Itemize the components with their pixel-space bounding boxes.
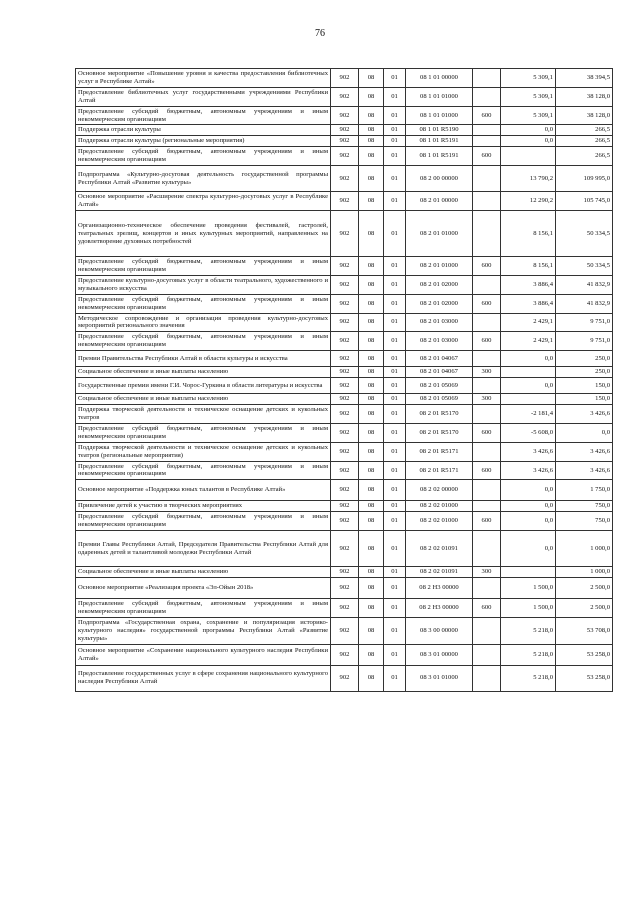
cell-pr: 01 (384, 423, 406, 442)
cell-grbs: 902 (331, 147, 359, 166)
cell-name: Предоставление культурно-досуговых услуг в области театрального, художественного и музыкального искусства (76, 275, 331, 294)
table-row (76, 461, 613, 480)
table-row (76, 378, 613, 394)
table-row (76, 442, 613, 461)
cell-pr: 01 (384, 69, 406, 88)
cell-grbs: 902 (331, 461, 359, 480)
cell-amount-2: 3 426,6 (556, 442, 613, 461)
table-row (76, 480, 613, 501)
cell-vr: 300 (473, 394, 501, 405)
cell-amount-1 (501, 394, 556, 405)
table-row (76, 294, 613, 313)
cell-csr: 08 2 01 R5170 (406, 405, 473, 424)
cell-pr: 01 (384, 405, 406, 424)
cell-amount-2: 3 426,6 (556, 405, 613, 424)
cell-vr: 600 (473, 257, 501, 276)
cell-csr: 08 3 00 00000 (406, 618, 473, 645)
cell-pr: 01 (384, 136, 406, 147)
cell-amount-1 (501, 567, 556, 578)
cell-vr (473, 313, 501, 332)
cell-rz: 08 (359, 136, 384, 147)
cell-csr: 08 2 02 01091 (406, 567, 473, 578)
cell-grbs: 902 (331, 423, 359, 442)
cell-amount-1: 5 218,0 (501, 644, 556, 665)
cell-grbs: 902 (331, 644, 359, 665)
cell-csr: 08 2 01 01000 (406, 257, 473, 276)
cell-amount-2: 53 258,0 (556, 665, 613, 691)
cell-pr: 01 (384, 87, 406, 106)
table-row (76, 618, 613, 645)
cell-grbs: 902 (331, 332, 359, 351)
table-row (76, 69, 613, 88)
cell-rz: 08 (359, 644, 384, 665)
cell-rz: 08 (359, 313, 384, 332)
cell-name: Поддержка творческой деятельности и техническое оснащение детских и кукольных театров (региональные мероприятия) (76, 442, 331, 461)
table-row (76, 106, 613, 125)
cell-csr: 08 2 Н3 00000 (406, 578, 473, 599)
cell-vr: 600 (473, 147, 501, 166)
cell-grbs: 902 (331, 599, 359, 618)
cell-rz: 08 (359, 378, 384, 394)
cell-csr: 08 2 01 00000 (406, 192, 473, 211)
cell-pr: 01 (384, 166, 406, 192)
cell-name: Подпрограмма «Государственная охрана, сохранение и популяризация историко-культурного наследия» государственной программы Республики Алтай «Развитие культуры» (76, 618, 331, 645)
cell-name: Социальное обеспечение и иные выплаты населению (76, 394, 331, 405)
cell-pr: 01 (384, 578, 406, 599)
table-row (76, 599, 613, 618)
cell-name: Поддержка отрасли культуры (региональные мероприятия) (76, 136, 331, 147)
cell-vr: 600 (473, 512, 501, 531)
cell-pr: 01 (384, 480, 406, 501)
cell-csr: 08 2 01 05069 (406, 394, 473, 405)
cell-amount-1: 2 429,1 (501, 313, 556, 332)
cell-rz: 08 (359, 87, 384, 106)
cell-pr: 01 (384, 618, 406, 645)
cell-grbs: 902 (331, 501, 359, 512)
cell-vr (473, 378, 501, 394)
cell-name: Государственные премии имени Г.И. Чорос-Гуркина в области литературы и искусства (76, 378, 331, 394)
cell-pr: 01 (384, 275, 406, 294)
cell-pr: 01 (384, 147, 406, 166)
cell-csr: 08 2 02 01091 (406, 531, 473, 567)
cell-rz: 08 (359, 567, 384, 578)
cell-amount-2: 250,0 (556, 351, 613, 367)
cell-rz: 08 (359, 257, 384, 276)
cell-grbs: 902 (331, 87, 359, 106)
cell-grbs: 902 (331, 405, 359, 424)
cell-grbs: 902 (331, 480, 359, 501)
table-row (76, 423, 613, 442)
cell-name: Подпрограмма «Культурно-досуговая деятельность государственной программы Республики Алтай «Развитие культуры» (76, 166, 331, 192)
cell-amount-2: 50 334,5 (556, 211, 613, 257)
table-row (76, 147, 613, 166)
cell-csr: 08 3 01 01000 (406, 665, 473, 691)
cell-rz: 08 (359, 423, 384, 442)
cell-rz: 08 (359, 367, 384, 378)
cell-name: Поддержка творческой деятельности и техническое оснащение детских и кукольных театров (76, 405, 331, 424)
cell-grbs: 902 (331, 578, 359, 599)
cell-csr: 08 2 02 01000 (406, 501, 473, 512)
cell-amount-2: 150,0 (556, 378, 613, 394)
cell-name: Предоставление государственных услуг в сфере сохранения национального культурного наследия Республики Алтай (76, 665, 331, 691)
cell-rz: 08 (359, 665, 384, 691)
cell-grbs: 902 (331, 512, 359, 531)
cell-name: Поддержка отрасли культуры (76, 125, 331, 136)
cell-amount-1: 5 218,0 (501, 665, 556, 691)
cell-rz: 08 (359, 512, 384, 531)
cell-csr: 08 2 01 R5171 (406, 461, 473, 480)
cell-rz: 08 (359, 192, 384, 211)
cell-name: Организационно-техническое обеспечение проведения фестивалей, гастролей, театральных зрелищ, концертов и иных культурных мероприятий, направленных на удовлетворение духовных потребностей (76, 211, 331, 257)
cell-amount-1: 8 156,1 (501, 257, 556, 276)
cell-vr (473, 136, 501, 147)
cell-name: Основное мероприятие «Повышение уровня и качества предоставления библиотечных услуг в Республике Алтай» (76, 69, 331, 88)
cell-csr: 08 1 01 R5191 (406, 147, 473, 166)
cell-amount-2: 38 394,5 (556, 69, 613, 88)
cell-amount-1: 0,0 (501, 501, 556, 512)
cell-grbs: 902 (331, 367, 359, 378)
cell-amount-1: 5 309,1 (501, 69, 556, 88)
table-row (76, 531, 613, 567)
cell-grbs: 902 (331, 618, 359, 645)
cell-amount-1: 1 500,0 (501, 599, 556, 618)
cell-amount-2: 750,0 (556, 512, 613, 531)
cell-csr: 08 2 01 02000 (406, 275, 473, 294)
cell-amount-1: 12 290,2 (501, 192, 556, 211)
table-row (76, 501, 613, 512)
cell-vr (473, 166, 501, 192)
cell-vr: 600 (473, 332, 501, 351)
cell-rz: 08 (359, 442, 384, 461)
cell-csr: 08 2 01 05069 (406, 378, 473, 394)
cell-csr: 08 2 01 R5171 (406, 442, 473, 461)
table-row (76, 275, 613, 294)
table-row (76, 87, 613, 106)
table-row (76, 211, 613, 257)
cell-amount-1: 0,0 (501, 351, 556, 367)
cell-amount-2: 3 426,6 (556, 461, 613, 480)
cell-vr (473, 578, 501, 599)
cell-name: Предоставление субсидий бюджетным, автономным учреждениям и иным некоммерческим организациям (76, 294, 331, 313)
cell-grbs: 902 (331, 136, 359, 147)
budget-table (75, 68, 613, 692)
cell-vr (473, 87, 501, 106)
cell-name: Предоставление субсидий бюджетным, автономным учреждениям и иным некоммерческим организациям (76, 257, 331, 276)
cell-name: Методическое сопровождение и организация проведения культурно-досуговых мероприятий регионального значения (76, 313, 331, 332)
cell-vr: 600 (473, 461, 501, 480)
cell-amount-1: 5 218,0 (501, 618, 556, 645)
cell-rz: 08 (359, 106, 384, 125)
cell-amount-1: 3 886,4 (501, 275, 556, 294)
cell-rz: 08 (359, 211, 384, 257)
cell-vr (473, 69, 501, 88)
cell-amount-2: 266,5 (556, 125, 613, 136)
cell-grbs: 902 (331, 211, 359, 257)
cell-pr: 01 (384, 106, 406, 125)
table-row (76, 405, 613, 424)
cell-grbs: 902 (331, 125, 359, 136)
cell-name: Предоставление субсидий бюджетным, автономным учреждениям и иным некоммерческим организациям (76, 512, 331, 531)
table-row (76, 125, 613, 136)
cell-amount-2: 0,0 (556, 423, 613, 442)
cell-pr: 01 (384, 257, 406, 276)
table-row (76, 665, 613, 691)
cell-csr: 08 2 01 01000 (406, 211, 473, 257)
cell-name: Социальное обеспечение и иные выплаты населению (76, 367, 331, 378)
cell-vr (473, 442, 501, 461)
cell-amount-2: 150,0 (556, 394, 613, 405)
cell-vr (473, 192, 501, 211)
cell-name: Предоставление библиотечных услуг государственными учреждениями Республики Алтай (76, 87, 331, 106)
cell-amount-1 (501, 147, 556, 166)
cell-amount-2: 41 832,9 (556, 275, 613, 294)
table-row (76, 394, 613, 405)
cell-grbs: 902 (331, 275, 359, 294)
cell-amount-2: 250,0 (556, 367, 613, 378)
cell-vr (473, 275, 501, 294)
cell-vr (473, 531, 501, 567)
cell-amount-1: 0,0 (501, 378, 556, 394)
cell-pr: 01 (384, 599, 406, 618)
cell-pr: 01 (384, 442, 406, 461)
cell-pr: 01 (384, 394, 406, 405)
cell-amount-2: 109 995,0 (556, 166, 613, 192)
cell-csr: 08 1 01 01000 (406, 106, 473, 125)
cell-amount-1: 3 886,4 (501, 294, 556, 313)
cell-vr: 600 (473, 423, 501, 442)
cell-amount-2: 9 751,0 (556, 313, 613, 332)
cell-name: Основное мероприятие «Реализация проекта «Эл-Ойын 2018» (76, 578, 331, 599)
table-row (76, 332, 613, 351)
cell-amount-1: 5 309,1 (501, 106, 556, 125)
cell-csr: 08 1 01 00000 (406, 69, 473, 88)
cell-amount-1: 3 426,6 (501, 461, 556, 480)
table-row (76, 512, 613, 531)
cell-grbs: 902 (331, 166, 359, 192)
cell-grbs: 902 (331, 294, 359, 313)
cell-name: Предоставление субсидий бюджетным, автономным учреждениям и иным некоммерческим организациям (76, 599, 331, 618)
cell-pr: 01 (384, 351, 406, 367)
cell-rz: 08 (359, 578, 384, 599)
cell-vr (473, 351, 501, 367)
cell-pr: 01 (384, 367, 406, 378)
cell-grbs: 902 (331, 69, 359, 88)
cell-rz: 08 (359, 332, 384, 351)
cell-amount-1: 0,0 (501, 480, 556, 501)
cell-rz: 08 (359, 69, 384, 88)
cell-amount-1: 0,0 (501, 531, 556, 567)
cell-amount-1: 13 790,2 (501, 166, 556, 192)
cell-pr: 01 (384, 644, 406, 665)
cell-vr (473, 501, 501, 512)
cell-csr: 08 1 01 R5191 (406, 136, 473, 147)
cell-amount-2: 53 258,0 (556, 644, 613, 665)
cell-amount-1: 0,0 (501, 512, 556, 531)
cell-vr: 600 (473, 599, 501, 618)
cell-amount-2: 266,5 (556, 136, 613, 147)
cell-rz: 08 (359, 461, 384, 480)
table-row (76, 257, 613, 276)
cell-name: Предоставление субсидий бюджетным, автономным учреждениям и иным некоммерческим организациям (76, 423, 331, 442)
cell-pr: 01 (384, 313, 406, 332)
cell-name: Предоставление субсидий бюджетным, автономным учреждениям и иным некоммерческим организациям (76, 147, 331, 166)
cell-csr: 08 1 01 01000 (406, 87, 473, 106)
cell-amount-1: 2 429,1 (501, 332, 556, 351)
table-row (76, 136, 613, 147)
cell-pr: 01 (384, 567, 406, 578)
cell-vr (473, 405, 501, 424)
cell-amount-1: -5 608,0 (501, 423, 556, 442)
cell-amount-1: 3 426,6 (501, 442, 556, 461)
cell-csr: 08 2 01 03000 (406, 332, 473, 351)
cell-vr (473, 644, 501, 665)
cell-amount-2: 9 751,0 (556, 332, 613, 351)
cell-pr: 01 (384, 294, 406, 313)
cell-name: Основное мероприятие «Расширение спектра культурно-досуговых услуг в Республике Алтай» (76, 192, 331, 211)
cell-rz: 08 (359, 480, 384, 501)
cell-name: Предоставление субсидий бюджетным, автономным учреждениям и иным некоммерческим организациям (76, 106, 331, 125)
cell-csr: 08 2 01 R5170 (406, 423, 473, 442)
cell-name: Премии Главы Республики Алтай, Председателя Правительства Республики Алтай для одаренных детей и талантливой молодежи Республики Алтай (76, 531, 331, 567)
cell-vr: 600 (473, 106, 501, 125)
cell-pr: 01 (384, 378, 406, 394)
cell-amount-2: 2 500,0 (556, 599, 613, 618)
table-row (76, 367, 613, 378)
cell-vr: 600 (473, 294, 501, 313)
cell-rz: 08 (359, 501, 384, 512)
cell-amount-1: 1 500,0 (501, 578, 556, 599)
cell-grbs: 902 (331, 665, 359, 691)
cell-grbs: 902 (331, 192, 359, 211)
table-row (76, 578, 613, 599)
cell-pr: 01 (384, 332, 406, 351)
cell-rz: 08 (359, 618, 384, 645)
cell-rz: 08 (359, 394, 384, 405)
cell-amount-2: 105 745,0 (556, 192, 613, 211)
table-row (76, 313, 613, 332)
cell-rz: 08 (359, 294, 384, 313)
cell-grbs: 902 (331, 442, 359, 461)
cell-pr: 01 (384, 192, 406, 211)
cell-name: Социальное обеспечение и иные выплаты населению (76, 567, 331, 578)
cell-amount-1: 8 156,1 (501, 211, 556, 257)
cell-vr (473, 618, 501, 645)
cell-amount-2: 38 128,0 (556, 87, 613, 106)
cell-name: Предоставление субсидий бюджетным, автономным учреждениям и иным некоммерческим организациям (76, 332, 331, 351)
cell-pr: 01 (384, 512, 406, 531)
cell-grbs: 902 (331, 351, 359, 367)
cell-grbs: 902 (331, 394, 359, 405)
cell-name: Премии Правительства Республики Алтай в области культуры и искусства (76, 351, 331, 367)
cell-csr: 08 3 01 00000 (406, 644, 473, 665)
cell-grbs: 902 (331, 313, 359, 332)
cell-csr: 08 2 02 01000 (406, 512, 473, 531)
cell-amount-2: 1 000,0 (556, 567, 613, 578)
cell-amount-1: -2 181,4 (501, 405, 556, 424)
cell-vr: 300 (473, 567, 501, 578)
cell-pr: 01 (384, 531, 406, 567)
cell-vr (473, 480, 501, 501)
cell-csr: 08 2 Н3 00000 (406, 599, 473, 618)
cell-rz: 08 (359, 275, 384, 294)
cell-csr: 08 2 00 00000 (406, 166, 473, 192)
cell-amount-2: 53 708,0 (556, 618, 613, 645)
cell-pr: 01 (384, 665, 406, 691)
cell-name: Привлечение детей к участию в творческих мероприятиях (76, 501, 331, 512)
cell-pr: 01 (384, 461, 406, 480)
cell-amount-2: 38 128,0 (556, 106, 613, 125)
cell-vr (473, 211, 501, 257)
cell-csr: 08 2 02 00000 (406, 480, 473, 501)
cell-amount-2: 41 832,9 (556, 294, 613, 313)
cell-amount-2: 2 500,0 (556, 578, 613, 599)
cell-rz: 08 (359, 166, 384, 192)
cell-name: Основное мероприятие «Поддержка юных талантов в Республике Алтай» (76, 480, 331, 501)
table-row (76, 351, 613, 367)
cell-pr: 01 (384, 125, 406, 136)
cell-csr: 08 2 01 03000 (406, 313, 473, 332)
cell-grbs: 902 (331, 257, 359, 276)
cell-grbs: 902 (331, 531, 359, 567)
cell-amount-2: 1 000,0 (556, 531, 613, 567)
cell-amount-1 (501, 367, 556, 378)
cell-pr: 01 (384, 501, 406, 512)
cell-grbs: 902 (331, 567, 359, 578)
cell-rz: 08 (359, 147, 384, 166)
cell-vr: 300 (473, 367, 501, 378)
cell-rz: 08 (359, 125, 384, 136)
cell-vr (473, 665, 501, 691)
cell-amount-2: 750,0 (556, 501, 613, 512)
cell-amount-1: 5 309,1 (501, 87, 556, 106)
cell-amount-2: 1 750,0 (556, 480, 613, 501)
cell-name: Основное мероприятие «Сохранение национального культурного наследия Республики Алтай» (76, 644, 331, 665)
cell-rz: 08 (359, 351, 384, 367)
cell-pr: 01 (384, 211, 406, 257)
table-row (76, 166, 613, 192)
cell-rz: 08 (359, 405, 384, 424)
cell-amount-2: 266,5 (556, 147, 613, 166)
cell-grbs: 902 (331, 106, 359, 125)
table-row (76, 644, 613, 665)
cell-rz: 08 (359, 531, 384, 567)
cell-grbs: 902 (331, 378, 359, 394)
cell-amount-2: 50 334,5 (556, 257, 613, 276)
cell-amount-1: 0,0 (501, 125, 556, 136)
cell-vr (473, 125, 501, 136)
page-number: 76 (315, 28, 325, 39)
cell-csr: 08 2 01 02000 (406, 294, 473, 313)
cell-csr: 08 1 01 R5190 (406, 125, 473, 136)
cell-amount-1: 0,0 (501, 136, 556, 147)
table-row (76, 567, 613, 578)
table-row (76, 192, 613, 211)
cell-name: Предоставление субсидий бюджетным, автономным учреждениям и иным некоммерческим организациям (76, 461, 331, 480)
cell-csr: 08 2 01 04067 (406, 351, 473, 367)
cell-csr: 08 2 01 04067 (406, 367, 473, 378)
cell-rz: 08 (359, 599, 384, 618)
